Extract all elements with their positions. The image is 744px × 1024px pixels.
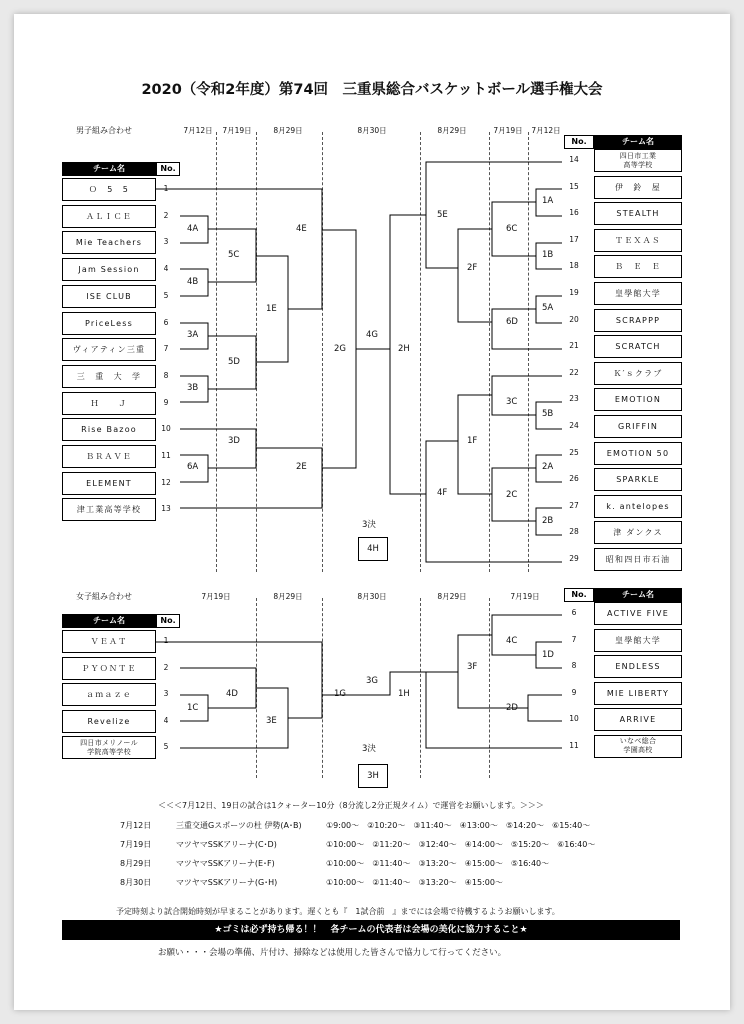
team-name-cell: ヴィアティン三重 [62, 338, 156, 361]
team-number: 13 [161, 504, 171, 514]
team-no-header: No. [564, 135, 594, 149]
team-number: 1 [163, 184, 169, 193]
date-header: 7月12日 [531, 126, 561, 135]
team-number: 19 [569, 288, 579, 297]
team-number: 18 [569, 261, 579, 271]
match-label: 4F [437, 488, 448, 498]
match-label: 2G [334, 344, 346, 354]
date-header: 8月29日 [437, 592, 467, 601]
schedule-times: ①10:00～ ②11:40～ ③13:20～ ④15:00～ ⑤16:40～ [326, 859, 550, 868]
tournament-title: 2020（令和2年度）第74回 三重県総合バスケットボール選手権大会 [141, 82, 603, 98]
third-place-match-box: 4H [358, 537, 388, 561]
schedule-venue: マツヤマSSKアリーナ(G･H) [176, 878, 278, 887]
team-number: 25 [569, 447, 579, 457]
women-section-label: 女子組み合わせ [76, 592, 132, 601]
team-name-header: チーム名 [93, 616, 125, 625]
team-name-cell: 昭和四日市石油 [594, 548, 682, 571]
match-label: 4E [296, 224, 307, 234]
team-number: 21 [569, 341, 579, 351]
bracket-line [288, 695, 322, 718]
team-number: 15 [569, 181, 579, 191]
date-header: 7月19日 [493, 126, 523, 135]
team-name-header: チーム名 [93, 164, 125, 173]
team-number: 7 [163, 344, 169, 354]
team-name-header: チーム名 [622, 137, 654, 146]
date-header: 7月19日 [222, 126, 252, 135]
bracket-line [356, 215, 426, 349]
date-header: 7月19日 [201, 592, 231, 601]
team-name-cell: 皇學館大学 [594, 282, 682, 305]
bracket-line [458, 229, 492, 322]
match-label: 4D [226, 689, 238, 699]
team-name-cell: MIE LIBERTY [594, 682, 682, 705]
team-number: 11 [569, 740, 579, 750]
team-name-cell: Ｏ 5 5 [62, 178, 156, 201]
team-number: 10 [569, 714, 579, 723]
team-name-cell: ＢＲＡＶＥ [62, 445, 156, 468]
team-number: 17 [569, 234, 579, 244]
team-no-header: No. [156, 162, 180, 176]
date-header: 7月19日 [510, 592, 540, 601]
match-label: 2A [542, 462, 554, 472]
men-section-label: 男子組み合わせ [76, 126, 132, 135]
match-label: 3D [228, 436, 240, 446]
match-label: 1G [334, 689, 346, 699]
team-number: 14 [569, 155, 579, 164]
team-name-cell: SPARKLE [594, 468, 682, 491]
schedule-venue: マツヤマSSKアリーナ(E･F) [176, 859, 275, 868]
team-name-cell: Mie Teachers [62, 231, 156, 254]
team-number: 9 [571, 687, 577, 697]
date-header: 8月30日 [357, 126, 387, 135]
team-no-header: No. [156, 614, 180, 628]
match-label: 2D [506, 703, 518, 713]
team-name-cell: PriceLess [62, 312, 156, 335]
team-name-cell: 津工業高等学校 [62, 498, 156, 521]
team-number: 22 [569, 367, 579, 377]
team-name-cell: 四日市メリノール 学院高等学校 [62, 736, 156, 759]
team-number: 23 [569, 394, 579, 404]
date-header: 8月29日 [437, 126, 467, 135]
match-label: 3E [266, 716, 277, 726]
schedule-times: ①10:00～ ②11:20～ ③12:40～ ④14:00～ ⑤15:20～ ⑥16:40～ [326, 840, 596, 849]
match-label: 3F [467, 662, 478, 672]
team-number: 10 [161, 424, 171, 434]
match-label: 3G [366, 676, 378, 686]
bracket-line [492, 615, 562, 655]
team-number: 4 [163, 264, 169, 274]
team-name-cell: ＰＹＯＮＴＥ [62, 657, 156, 680]
team-number: 5 [163, 290, 169, 300]
match-label: 5D [228, 357, 240, 367]
team-name-cell: いなべ総合 学園高校 [594, 735, 682, 758]
match-label: 1H [398, 689, 410, 699]
trash-banner: ★ゴミは必ず持ち帰る！！ 各チームの代表者は会場の美化に協力すること★ [62, 920, 680, 940]
match-label: 4A [187, 224, 199, 234]
schedule-date: 8月30日 [120, 878, 152, 887]
team-number: 6 [163, 317, 169, 327]
match-label: 1B [542, 250, 554, 260]
team-name-cell: ELEMENT [62, 472, 156, 495]
team-number: 28 [569, 527, 579, 537]
match-label: 2B [542, 516, 554, 526]
team-name-cell: ENDLESS [594, 655, 682, 678]
team-number: 4 [163, 715, 169, 725]
team-name-cell: 四日市工業 高等学校 [594, 149, 682, 172]
team-number: 2 [163, 210, 169, 220]
team-name-cell: Jam Session [62, 258, 156, 281]
team-number: 29 [569, 554, 579, 563]
match-label: 5C [228, 250, 240, 260]
team-name-cell: ａｍａｚｅ [62, 683, 156, 706]
bracket-line [426, 672, 562, 748]
team-number: 3 [163, 237, 169, 247]
team-name-cell: STEALTH [594, 202, 682, 225]
team-name-cell: Revelize [62, 710, 156, 733]
team-name-cell: ARRIVE [594, 708, 682, 731]
match-label: 1E [266, 304, 277, 314]
match-label: 1D [542, 650, 554, 660]
match-label: 3B [187, 383, 199, 393]
team-name-cell: EMOTION 50 [594, 442, 682, 465]
team-number: 8 [571, 661, 577, 670]
match-label: 4C [506, 636, 518, 646]
bracket-line [390, 349, 426, 494]
schedule-times: ①10:00～ ②11:40～ ③13:20～ ④15:00～ [326, 878, 503, 887]
schedule-date: 7月19日 [120, 840, 152, 849]
match-label: 4G [366, 330, 378, 340]
match-label: 2F [467, 263, 478, 273]
team-number: 12 [161, 477, 171, 487]
match-label: 5A [542, 303, 554, 313]
match-label: 6A [187, 462, 199, 472]
match-label: 6D [506, 317, 518, 327]
team-name-cell: ＶＥＡＴ [62, 630, 156, 653]
team-number: 9 [163, 397, 169, 407]
bracket-line [322, 349, 356, 468]
team-name-cell: EMOTION [594, 388, 682, 411]
date-header: 8月29日 [273, 126, 303, 135]
team-number: 20 [569, 314, 579, 324]
date-header: 8月30日 [357, 592, 387, 601]
match-label: 4B [187, 277, 199, 287]
bracket-line [180, 448, 322, 508]
team-name-cell: SCRATCH [594, 335, 682, 358]
team-name-cell: ACTIVE FIVE [594, 602, 682, 625]
date-header: 8月29日 [273, 592, 303, 601]
match-label: 2H [398, 344, 410, 354]
bracket-line [528, 695, 562, 721]
schedule-venue: マツヤマSSKアリーナ(C･D) [176, 840, 277, 849]
match-label: 1F [467, 436, 478, 446]
team-number: 5 [163, 742, 169, 751]
team-number: 26 [569, 474, 579, 484]
match-label: 6C [506, 224, 518, 234]
team-number: 1 [163, 636, 169, 645]
team-name-cell: Ｈ Ｊ [62, 392, 156, 415]
team-name-cell: Rise Bazoo [62, 418, 156, 441]
venue-request: お願い・・・会場の準備、片付け、掃除などは使用した皆さんで協力して行ってください。 [158, 948, 507, 958]
schedule-times: ①9:00～ ②10:20～ ③11:40～ ④13:00～ ⑤14:20～ ⑥15:40～ [326, 821, 591, 830]
match-label: 1A [542, 196, 554, 206]
team-name-cell: ISE CLUB [62, 285, 156, 308]
match-label: 1C [187, 703, 199, 713]
team-number: 24 [569, 421, 579, 430]
match-label: 5E [437, 210, 448, 220]
bracket-line [492, 309, 562, 349]
match-label: 2E [296, 462, 307, 472]
third-place-label: 3決 [362, 520, 376, 530]
team-name-cell: 伊 鈴 屋 [594, 176, 682, 199]
team-name-cell: 皇學館大学 [594, 629, 682, 652]
schedule-date: 7月12日 [120, 821, 152, 830]
schedule-venue: 三重交通Gスポーツの杜 伊勢(A･B) [176, 821, 302, 830]
match-label: 3C [506, 397, 518, 407]
team-number: 16 [569, 208, 579, 218]
rules-headline: ＜＜＜7月12日、19日の試合は1クォーター10分（8分流し2分正規タイム）で運営をお願いします。＞＞＞ [158, 801, 544, 810]
team-number: 27 [569, 500, 579, 510]
team-name-cell: k. antelopes [594, 495, 682, 518]
team-name-cell: ＡＬＩＣＥ [62, 205, 156, 228]
team-name-cell: 三 重 大 学 [62, 365, 156, 388]
bracket-line [180, 668, 256, 708]
team-number: 2 [163, 662, 169, 672]
date-header: 7月12日 [183, 126, 213, 135]
team-name-cell: SCRAPPP [594, 309, 682, 332]
team-name-cell: ＴＥＸＡＳ [594, 229, 682, 252]
team-name-header: チーム名 [622, 590, 654, 599]
bracket-line [426, 441, 562, 562]
match-label: 3A [187, 330, 199, 340]
team-no-header: No. [564, 588, 594, 602]
team-name-cell: Ｂ Ｅ Ｅ [594, 255, 682, 278]
team-name-cell: 津 ダンクス [594, 521, 682, 544]
third-place-label: 3決 [362, 744, 376, 754]
match-label: 2C [506, 490, 518, 500]
schedule-date: 8月29日 [120, 859, 152, 868]
third-place-match-box: 3H [358, 764, 388, 788]
bracket-line [288, 230, 322, 309]
team-number: 7 [571, 634, 577, 644]
team-name-cell: GRIFFIN [594, 415, 682, 438]
match-label: 5B [542, 409, 554, 419]
team-number: 6 [571, 608, 577, 617]
team-number: 8 [163, 370, 169, 380]
team-number: 11 [161, 451, 171, 460]
team-number: 3 [163, 689, 169, 698]
timing-notice: 予定時刻より試合開始時刻が早まることがあります。遅くとも『 1試合前 』までには会場で待機するようお願いします。 [116, 907, 560, 916]
team-name-cell: Ｋ′ｓクラブ [594, 362, 682, 385]
